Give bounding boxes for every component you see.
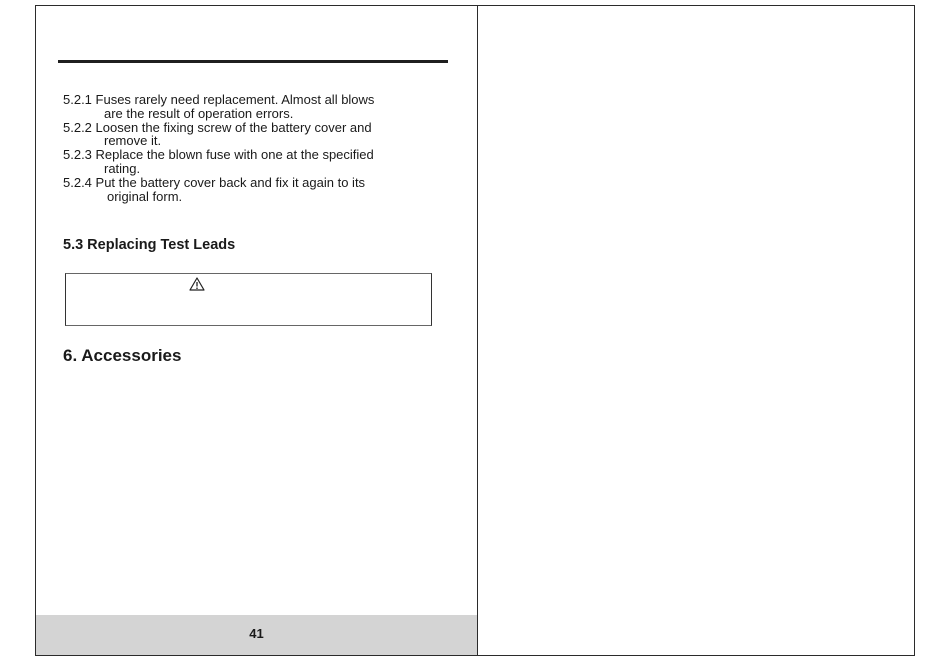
step-text: 5.2.3 Replace the blown fuse with one at the specified bbox=[63, 147, 374, 163]
step-text-continued: are the result of operation errors. bbox=[104, 105, 294, 121]
page-footer bbox=[36, 615, 477, 655]
warning-triangle-icon bbox=[189, 277, 205, 291]
step-5-2-4 bbox=[63, 176, 458, 204]
step-text: 5.2.2 Loosen the fixing screw of the battery cover and bbox=[63, 119, 372, 135]
step-5-2-2 bbox=[63, 121, 458, 149]
step-text-continued: remove it. bbox=[104, 133, 162, 149]
step-5-2-3 bbox=[63, 148, 458, 176]
fuse-replacement-steps bbox=[63, 93, 458, 203]
step-5-2-1 bbox=[63, 93, 458, 121]
left-page bbox=[36, 6, 478, 655]
top-rule bbox=[58, 60, 448, 63]
right-page-blank bbox=[478, 6, 914, 655]
warning-box bbox=[65, 273, 432, 326]
step-text-continued: original form. bbox=[107, 188, 183, 204]
page-number: 41 bbox=[249, 626, 264, 641]
step-text-continued: rating. bbox=[104, 160, 141, 176]
chapter-heading: 6. Accessories bbox=[63, 346, 182, 365]
section-heading: 5.3 Replacing Test Leads bbox=[63, 237, 236, 253]
manual-spread bbox=[35, 5, 915, 656]
step-text: 5.2.1 Fuses rarely need replacement. Almost all blows bbox=[63, 92, 375, 107]
step-text: 5.2.4 Put the battery cover back and fix it again to its bbox=[63, 174, 366, 190]
